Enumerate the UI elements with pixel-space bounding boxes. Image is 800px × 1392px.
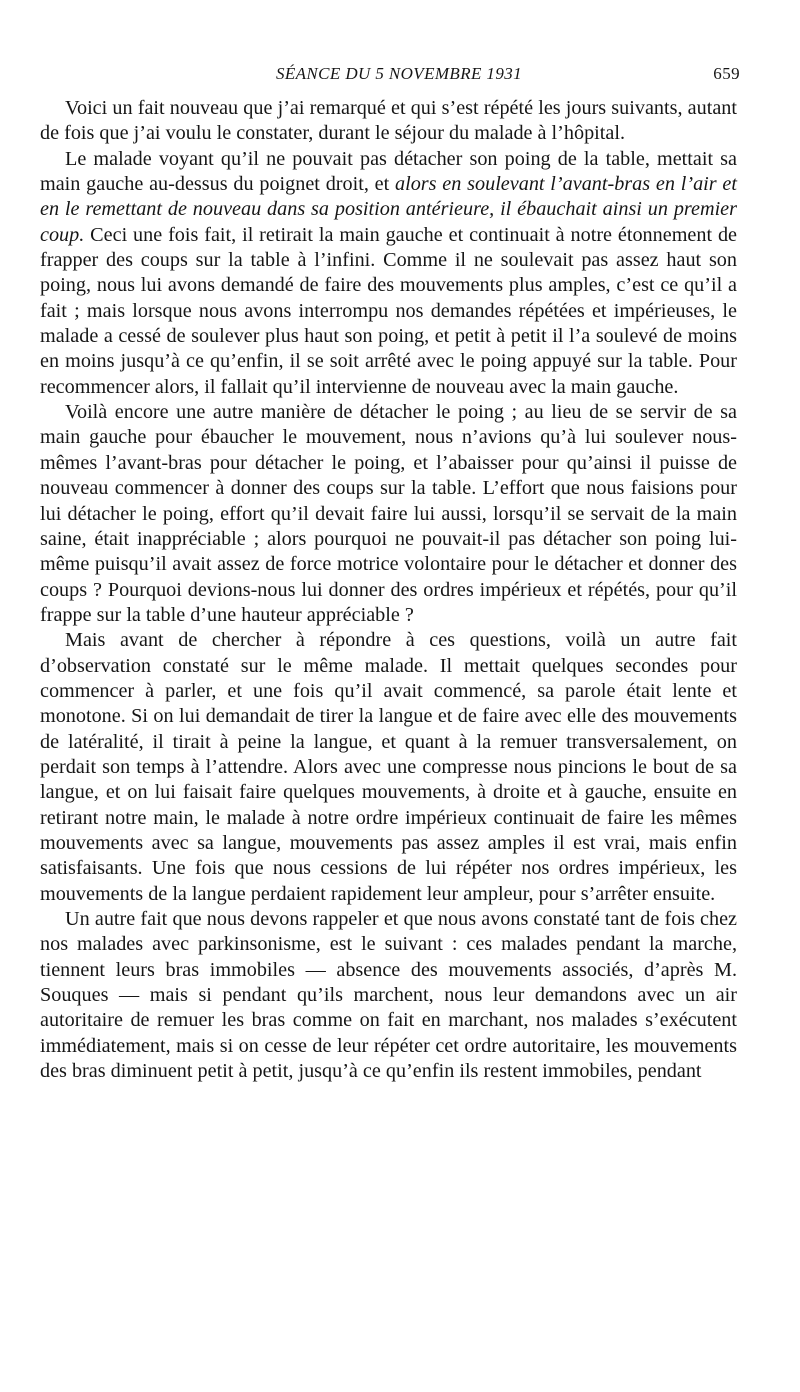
page-number: 659	[713, 64, 740, 83]
running-header	[58, 64, 740, 90]
paragraph-2-italic: alors en soulevant l’avant-bras en l’air et en le remettant de nouveau dans sa position antérieure, il ébauchait ainsi un premier coup.	[40, 173, 737, 246]
paragraph-3: Voilà encore une autre manière de détacher le poing ; au lieu de se servir de sa main gauche pour ébaucher le mouvement, nous n’avions qu’à lui soulever nous-mêmes l’avant-bras pour détacher le poing, et l’abaisser pour qu’ainsi il puisse de nouveau commencer à donner des coups sur la table. L’effort que nous faisions pour lui détacher le poing, effort qu’il devait faire lui aussi, lorsqu’il se servait de la main saine, était inappréciable ; alors pourquoi ne pouvait-il pas détacher son poing lui-même puisqu’il avait assez de force motrice volontaire pour le détacher et donner des coups ? Pourquoi devions-nous lui donner des ordres impérieux et répétés, pour qu’il frappe sur la table d’une hauteur appréciable ?	[40, 401, 737, 626]
body-text	[40, 96, 737, 1084]
paragraph-2-text-b: Ceci une fois fait, il retirait la main gauche et continuait à notre étonnement de frapper des coups sur la table à l’infini. Comme il ne soulevait pas assez haut son poing, nous lui avons demandé de faire des mouvements plus amples, c’est ce qu’il a fait ; mais lorsque nous avons interrompu nos demandes répétées et impérieuses, le malade a cessé de soulever plus haut son poing, et petit à petit il l’a soulevé de moins en moins jusqu’à ce qu’enfin, il se soit arrêté avec le poing appuyé sur la table. Pour recommencer alors, il fallait qu’il intervienne de nouveau avec la main gauche.	[40, 223, 737, 398]
paragraph-4: Mais avant de chercher à répondre à ces questions, voilà un autre fait d’observation constaté sur le même malade. Il mettait quelques secondes pour commencer à parler, et une fois qu’il avait commencé, sa parole était lente et monotone. Si on lui demandait de tirer la langue et de faire avec elle des mouvements de latéralité, il tirait à peine la langue, et quant à la remuer transversalement, on perdait son temps à l’attendre. Alors avec une compresse nous pincions le bout de sa langue, et on lui faisait faire quelques mouvements, à droite et à gauche, ensuite en retirant notre main, le malade à notre ordre impérieux continuait de faire les mêmes mouvements avec sa langue, mouvements pas assez amples il est vrai, mais enfin satisfaisants. Une fois que nous cessions de lui répéter nos ordres impérieux, les mouvements de la langue perdaient rapidement leur ampleur, pour s’arrêter ensuite.	[40, 629, 737, 905]
paragraph-5: Un autre fait que nous devons rappeler et que nous avons constaté tant de fois chez nos malades avec parkinsonisme, est le suivant : ces malades pendant la marche, tiennent leurs bras immobiles — absence des mouvements associés, d’après M. Souques — mais si pendant qu’ils marchent, nous leur demandons avec un air autoritaire de remuer les bras comme on fait en marchant, nos malades s’exécutent immédiatement, mais si on cesse de leur répéter cet ordre autoritaire, les mouvements des bras diminuent petit à petit, jusqu’à ce qu’enfin ils restent immobiles, pendant	[40, 908, 737, 1083]
paragraph-2-text-a: Le malade voyant qu’il ne pouvait pas détacher son poing de la table, mettait sa main gauche au-dessus du poignet droit, et	[40, 147, 737, 196]
paragraph-2	[40, 147, 737, 400]
paragraph-1: Voici un fait nouveau que j’ai remarqué et qui s’est répété les jours suivants, autant de fois que j’ai voulu le constater, durant le séjour du malade à l’hôpital.	[40, 97, 737, 145]
running-title: SÉANCE DU 5 NOVEMBRE 1931	[275, 64, 523, 83]
